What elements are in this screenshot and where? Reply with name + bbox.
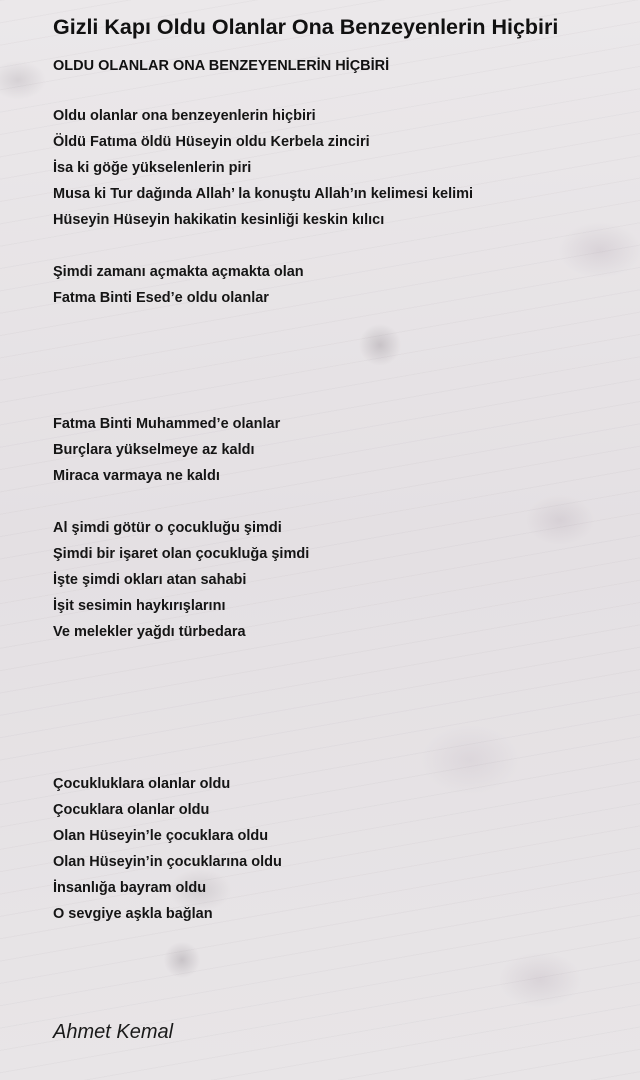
poem-line: İşit sesimin haykırışlarını xyxy=(53,598,226,614)
poem-line: Şimdi zamanı açmakta açmakta olan xyxy=(53,264,304,280)
poem-line: O sevgiye aşkla bağlan xyxy=(53,906,213,922)
poem-line: Fatma Binti Esed’e oldu olanlar xyxy=(53,290,269,306)
poem-line: Çocuklara olanlar oldu xyxy=(53,802,210,818)
poem-title: Gizli Kapı Oldu Olanlar Ona Benzeyenlerin Hiçbiri xyxy=(53,15,559,39)
poem-line: İşte şimdi okları atan sahabi xyxy=(53,572,247,588)
poem-line: Hüseyin Hüseyin hakikatin kesinliği keskin kılıcı xyxy=(53,212,385,228)
poem-line: Olan Hüseyin’in çocuklarına oldu xyxy=(53,854,282,870)
poem-author: Ahmet Kemal xyxy=(53,1021,174,1043)
poem-line: Olan Hüseyin’le çocuklara oldu xyxy=(53,828,269,844)
poem-line: Miraca varmaya ne kaldı xyxy=(53,468,220,484)
poem-line: Çocukluklara olanlar oldu xyxy=(53,776,231,792)
poem-line: Al şimdi götür o çocukluğu şimdi xyxy=(53,520,282,536)
poem-line: Burçlara yükselmeye az kaldı xyxy=(53,442,255,458)
poem-line: İnsanlığa bayram oldu xyxy=(53,880,207,896)
poem-line: İsa ki göğe yükselenlerin piri xyxy=(53,160,252,176)
poem-line: Öldü Fatıma öldü Hüseyin oldu Kerbela zinciri xyxy=(53,134,370,150)
poem-line: Şimdi bir işaret olan çocukluğa şimdi xyxy=(53,546,310,562)
poem-subtitle: OLDU OLANLAR ONA BENZEYENLERİN HİÇBİRİ xyxy=(53,58,390,74)
poem-line: Musa ki Tur dağında Allah’ la konuştu Allah’ın kelimesi kelimi xyxy=(53,186,474,202)
poem-line: Oldu olanlar ona benzeyenlerin hiçbiri xyxy=(53,108,316,124)
poem-line: Ve melekler yağdı türbedara xyxy=(53,624,246,640)
poem-line: Fatma Binti Muhammed’e olanlar xyxy=(53,416,281,432)
